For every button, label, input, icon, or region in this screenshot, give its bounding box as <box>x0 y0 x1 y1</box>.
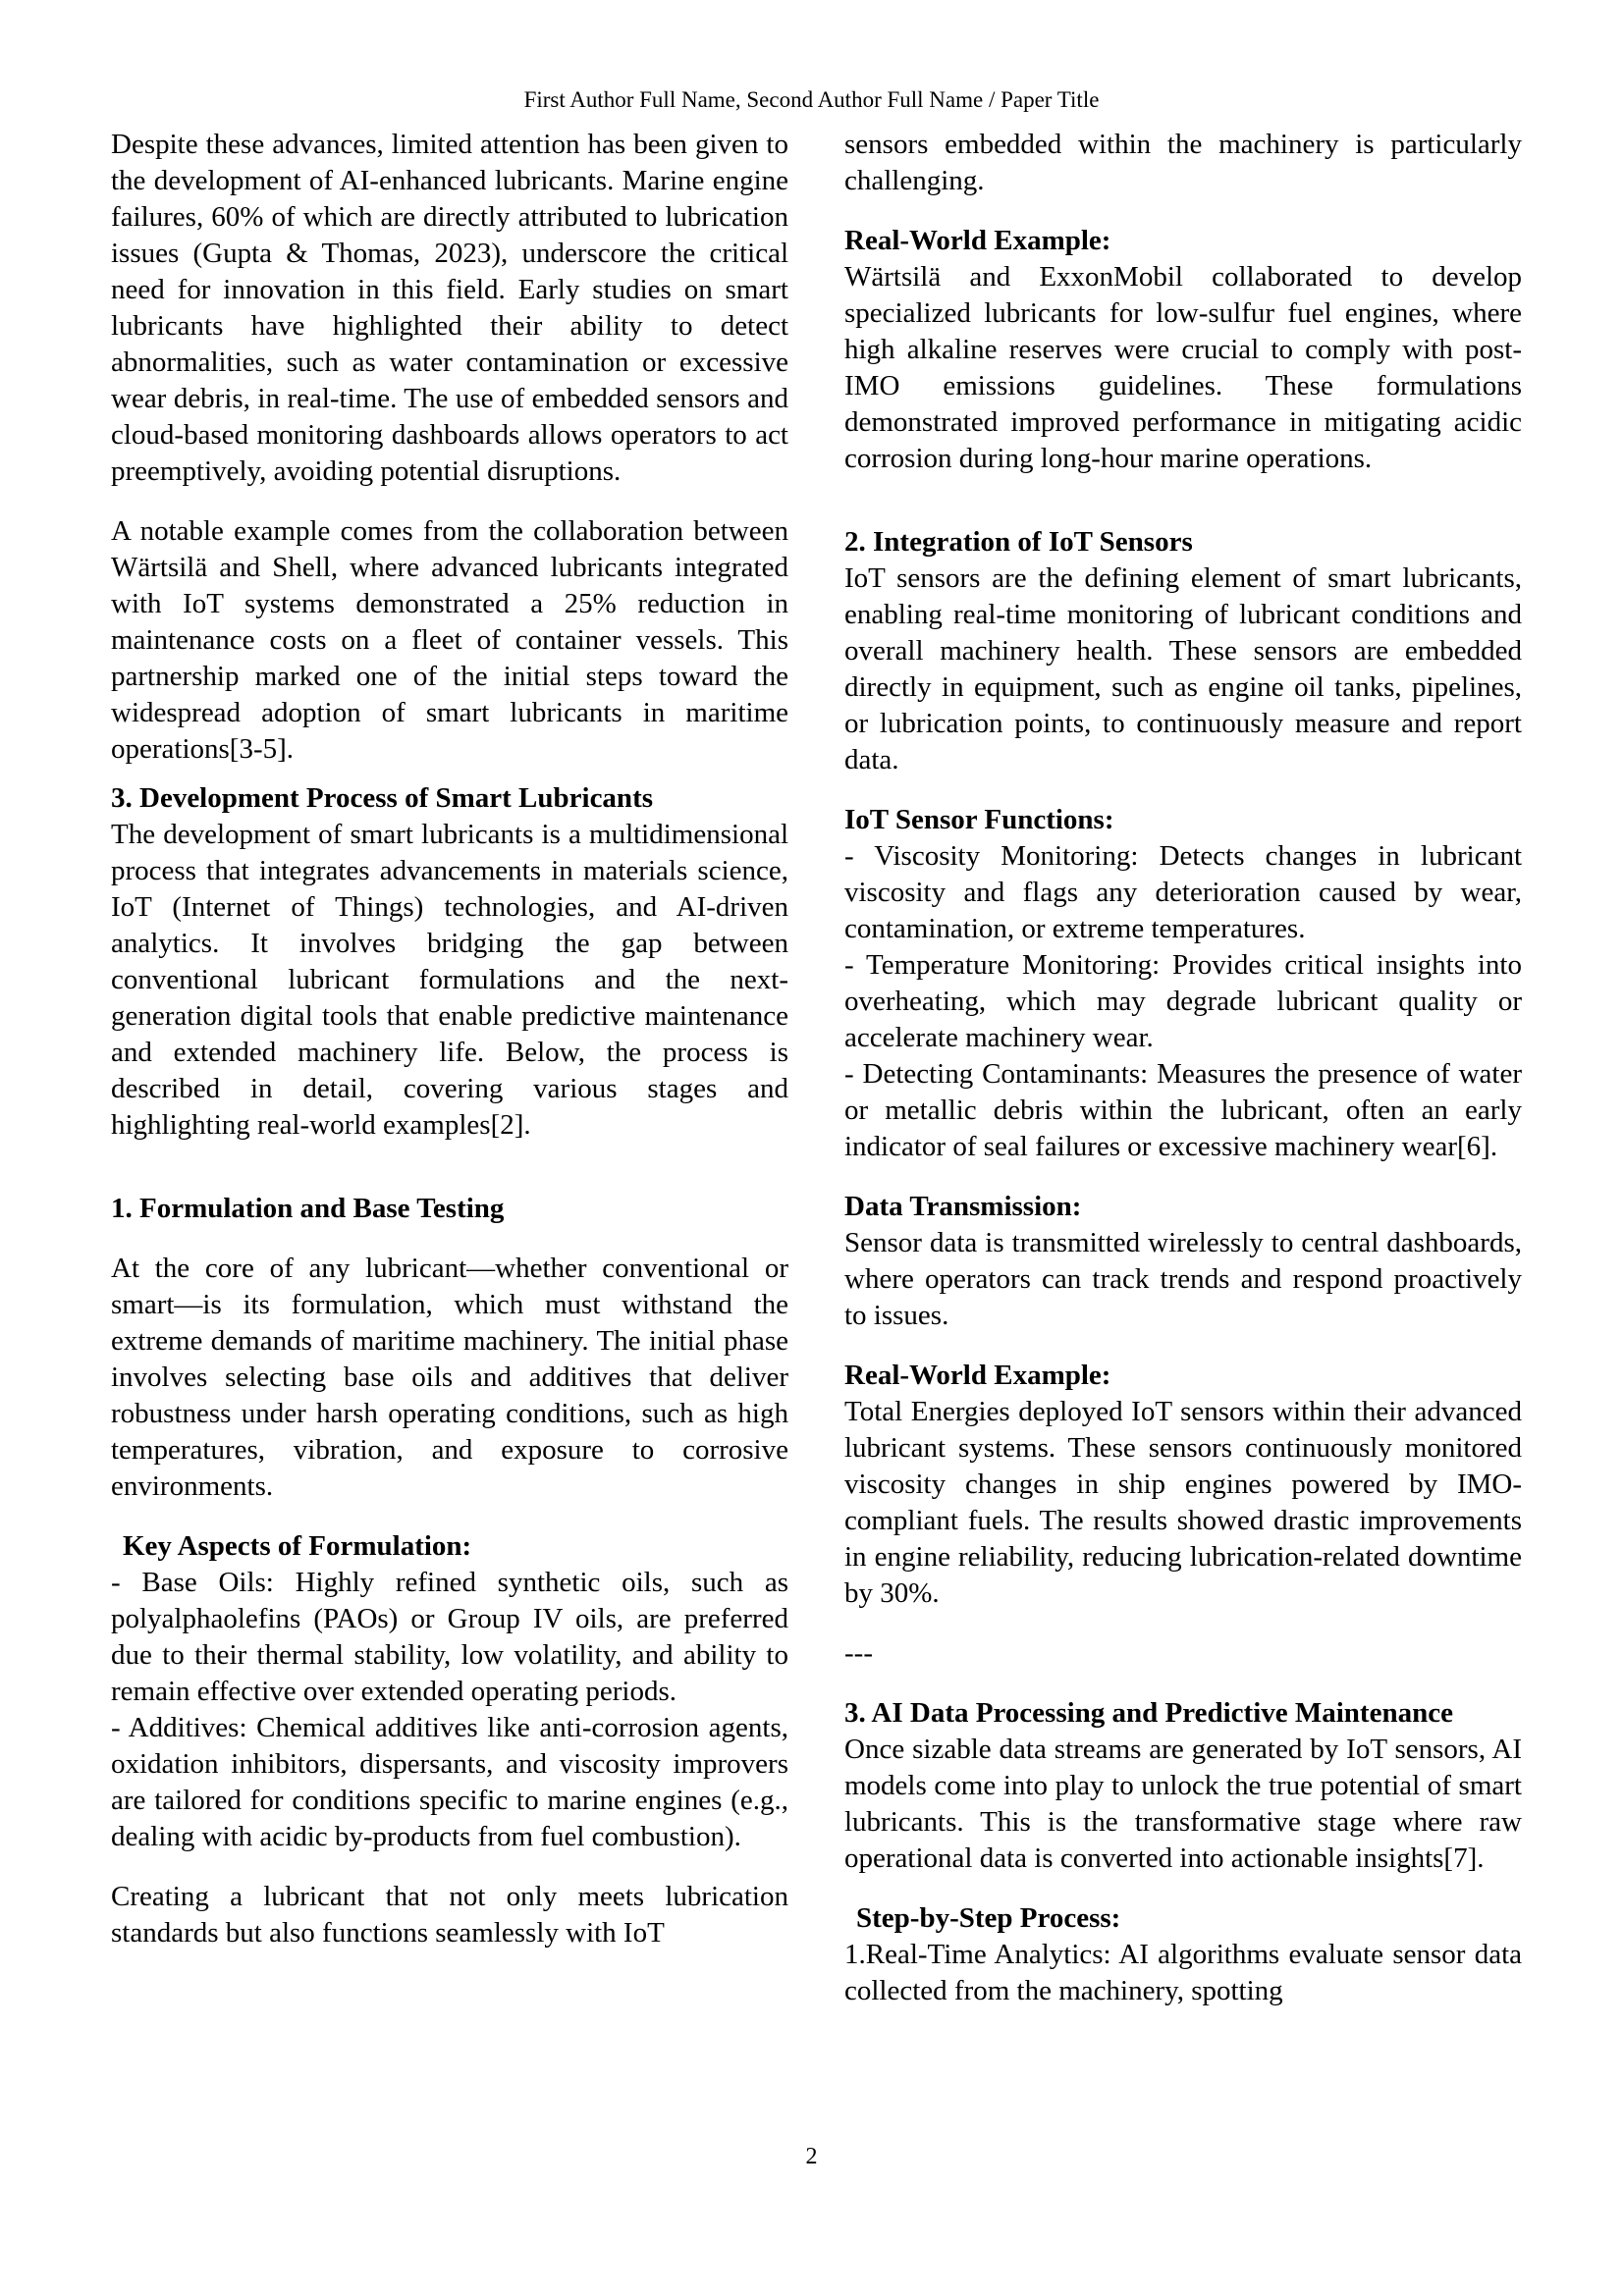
section-heading-iot-sensors: 2. Integration of IoT Sensors <box>844 526 1193 558</box>
paragraph-wartsila-exxonmobil: Wärtsilä and ExxonMobil collaborated to develop specialized lubricants for low-sulfur fuel engines, where high alkaline reserves were crucial to comply with post-IMO emissions guidelines. These formulations demonstrated improved performance in mitigating acidic corrosion during long-hour marine operations. <box>844 261 1522 474</box>
paragraph-formulation-core: At the core of any lubricant—whether conventional or smart—is its formulation, which must withstand the extreme demands of maritime machinery. The initial phase involves selecting base oils and additives that deliver robustness under harsh operating conditions, such as high temperatures, vibration, and exposure to corrosive environments. <box>111 1253 788 1502</box>
list-item-base-oils: - Base Oils: Highly refined synthetic oils, such as polyalphaolefins (PAOs) or Group IV oils, are preferred due to their thermal stability, low volatility, and ability to remain effective over extended operating periods. <box>111 1567 788 1707</box>
paragraph-sensors-challenging: sensors embedded within the machinery is particularly challenging. <box>844 129 1522 196</box>
paragraph-real-time-analytics: 1.Real-Time Analytics: AI algorithms evaluate sensor data collected from the machinery, spotting <box>844 1939 1522 2006</box>
paragraph-iot-sensors-overview: IoT sensors are the defining element of smart lubricants, enabling real-time monitoring of lubricant conditions and overall machinery health. These sensors are embedded directly in equipment, such as engine oil tanks, pipelines, or lubrication points, to continuously measure and report data. <box>844 562 1522 775</box>
running-header: First Author Full Name, Second Author Full Name / Paper Title <box>523 87 1100 112</box>
list-item-detecting-contaminants: - Detecting Contaminants: Measures the presence of water or metallic debris within the lubricant, often an early indicator of seal failures or excessive machinery wear[6]. <box>844 1058 1522 1162</box>
list-item-additives: - Additives: Chemical additives like anti-corrosion agents, oxidation inhibitors, dispersants, and viscosity improvers are tailored for conditions specific to marine engines (e.g., dealing with acidic by-products from fuel combustion). <box>111 1712 788 1852</box>
subheading-real-world-example-1: Real-World Example: <box>844 225 1111 256</box>
left-column <box>111 127 788 1951</box>
two-column-body <box>111 127 1522 2009</box>
divider-dashes: --- <box>844 1637 873 1669</box>
subheading-step-by-step-process: Step-by-Step Process: <box>856 1902 1121 1934</box>
paragraph-data-transmission: Sensor data is transmitted wirelessly to central dashboards, where operators can track trends and respond proactively to issues. <box>844 1227 1522 1331</box>
paragraph-total-energies: Total Energies deployed IoT sensors within their advanced lubricant systems. These sensors continuously monitored viscosity changes in ship engines powered by IMO-compliant fuels. The results showed drastic improvements in engine reliability, reducing lubrication-related downtime by 30%. <box>844 1396 1522 1609</box>
paragraph-creating-lubricant: Creating a lubricant that not only meets lubrication standards but also functions seamlessly with IoT <box>111 1881 788 1949</box>
paragraph-ai-processing-overview: Once sizable data streams are generated by IoT sensors, AI models come into play to unlock the true potential of smart lubricants. This is the transformative stage where raw operational data is converted into actionable insights[7]. <box>844 1734 1522 1874</box>
paragraph-intro-advances: Despite these advances, limited attention has been given to the development of AI-enhanced lubricants. Marine engine failures, 60% of which are directly attributed to lubrication issues (Gupta & Thomas, 2023), underscore the critical need for innovation in this field. Early studies on smart lubricants have highlighted their ability to detect abnormalities, such as water contamination or excessive wear debris, in real-time. The use of embedded sensors and cloud-based monitoring dashboards allows operators to act preemptively, avoiding potential disruptions. <box>111 129 788 487</box>
subheading-data-transmission: Data Transmission: <box>844 1191 1082 1222</box>
list-item-viscosity-monitoring: - Viscosity Monitoring: Detects changes in lubricant viscosity and flags any deterioration caused by wear, contamination, or extreme temperatures. <box>844 840 1522 944</box>
subheading-real-world-example-2: Real-World Example: <box>844 1360 1111 1391</box>
section-heading-ai-data-processing: 3. AI Data Processing and Predictive Maintenance <box>844 1697 1453 1729</box>
right-column <box>844 127 1522 2009</box>
paragraph-development-overview: The development of smart lubricants is a multidimensional process that integrates advancements in materials science, IoT (Internet of Things) technologies, and AI-driven analytics. It involves bridging the gap between conventional lubricant formulations and the next-generation digital tools that enable predictive maintenance and extended machinery life. Below, the process is described in detail, covering various stages and highlighting real-world examples[2]. <box>111 819 788 1141</box>
subsection-heading-formulation-base-testing: 1. Formulation and Base Testing <box>111 1193 505 1224</box>
section-heading-development-process: 3. Development Process of Smart Lubricants <box>111 782 654 814</box>
subheading-key-aspects-formulation: Key Aspects of Formulation: <box>123 1530 472 1562</box>
page-number: 2 <box>805 2144 818 2169</box>
paragraph-wartsila-shell-example: A notable example comes from the collaboration between Wärtsilä and Shell, where advanced lubricants integrated with IoT systems demonstrated a 25% reduction in maintenance costs on a fleet of container vessels. This partnership marked one of the initial steps toward the widespread adoption of smart lubricants in maritime operations[3-5]. <box>111 515 788 765</box>
subheading-iot-sensor-functions: IoT Sensor Functions: <box>844 804 1114 835</box>
list-item-temperature-monitoring: - Temperature Monitoring: Provides critical insights into overheating, which may degrade lubricant quality or accelerate machinery wear. <box>844 949 1522 1053</box>
